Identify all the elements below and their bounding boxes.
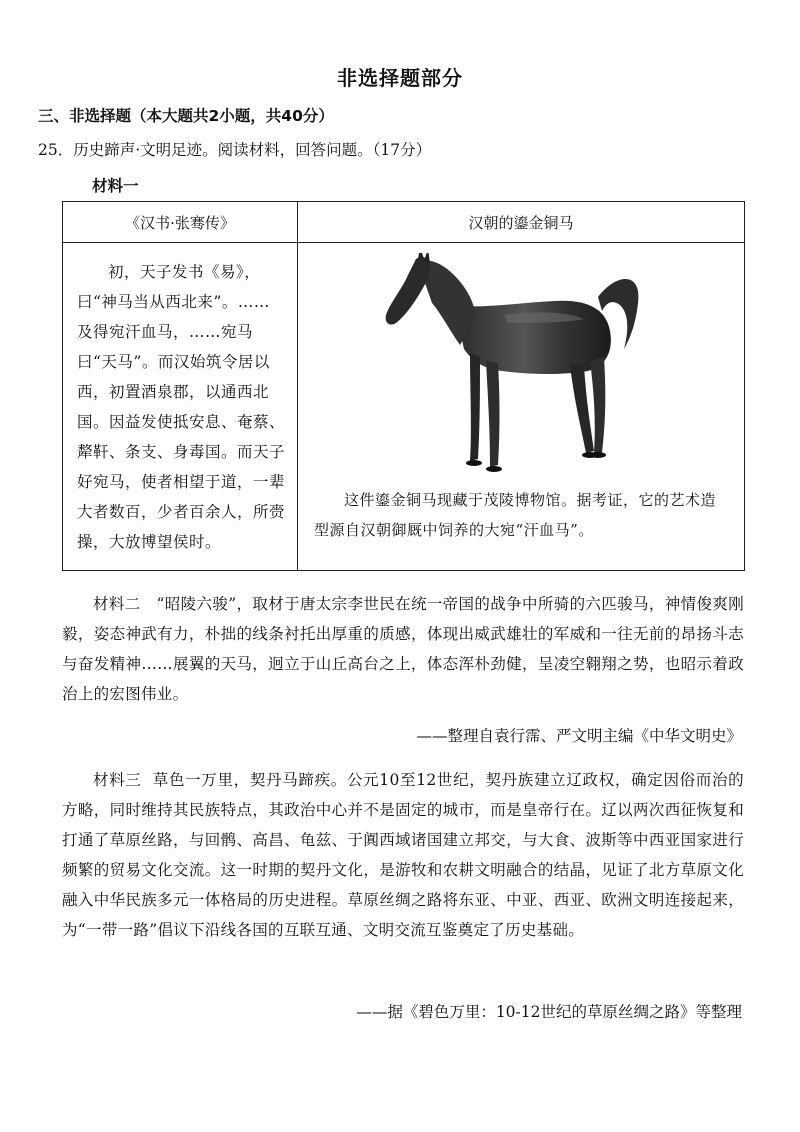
horse-caption-text: 这件鎏金铜马现藏于茂陵博物馆。据考证，它的艺术造型源自汉朝御厩中饲养的大宛“汗血马”。 — [314, 491, 717, 539]
section-heading: 三、非选择题（本大题共2小题，共40分） — [38, 107, 334, 125]
material1-table — [62, 201, 745, 571]
horse-cell — [298, 243, 745, 571]
material2-text: “昭陵六骏”，取材于唐太宗李世民在统一帝国的战争中所骑的六匹骏马，神情俊爽刚毅，姿态神武有力，朴拙的线条衬托出厚重的质感，体现出威武雄壮的军威和一往无前的昂扬斗志与奋发精神……展翼的天马，迥立于山丘高台之上，体态浑朴劲健，呈凌空翱翔之势，也昭示着政治上的宏图伟业。 — [62, 595, 744, 703]
material2-source: ——整理自袁行霈、严文明主编《中华文明史》 — [416, 727, 742, 745]
material3-paragraph — [62, 765, 744, 945]
material3-label: 材料三 — [93, 771, 142, 789]
material1-label: 材料一 — [92, 177, 139, 195]
page-title: 非选择题部分 — [337, 66, 463, 90]
question-25: 25．历史蹄声·文明足迹。阅读材料，回答问题。（17分） — [38, 141, 432, 159]
horse-caption — [298, 483, 744, 545]
material2-paragraph — [62, 589, 744, 709]
table-header-hanshu: 《汉书·张骞传》 — [63, 202, 298, 243]
material3-text: 草色一万里，契丹马蹄疾。公元10至12世纪，契丹族建立辽政权，确定因俗而治的方略，同时维持其民族特点，其政治中心并不是固定的城市，而是皇帝行在。辽以两次西征恢复和打通了草原丝路，与回鹘、高昌、龟兹、于阗西域诸国建立邦交，与大食、波斯等中西亚国家进行频繁的贸易文化交流。这一时期的契丹文化，是游牧和农耕文明融合的结晶，见证了北方草原文化融入中华民族多元一体格局的历史进程。草原丝绸之路将东亚、中亚、西亚、欧洲文明连接起来，为“一带一路”倡议下沿线各国的互联互通、文明交流互鉴奠定了历史基础。 — [62, 771, 744, 939]
gilded-bronze-horse-image — [384, 253, 654, 481]
hanshu-text: 初，天子发书《易》，曰“神马当从西北来”。……及得宛汗血马，……宛马曰“天马”。而汉始筑令居以西，初置酒泉郡，以通西北国。因益发使抵安息、奄蔡、犛靬、条支、身毒国。而天子好宛马，使者相望于道，一辈大者数百，少者百余人，所赍操，大放博望侯时。 — [77, 263, 286, 551]
material3-source: ——据《碧色万里：10-12世纪的草原丝绸之路》等整理 — [356, 1003, 742, 1021]
table-header-horse: 汉朝的鎏金铜马 — [298, 202, 745, 243]
material2-label: 材料二 — [93, 595, 141, 613]
hanshu-cell — [63, 243, 298, 571]
